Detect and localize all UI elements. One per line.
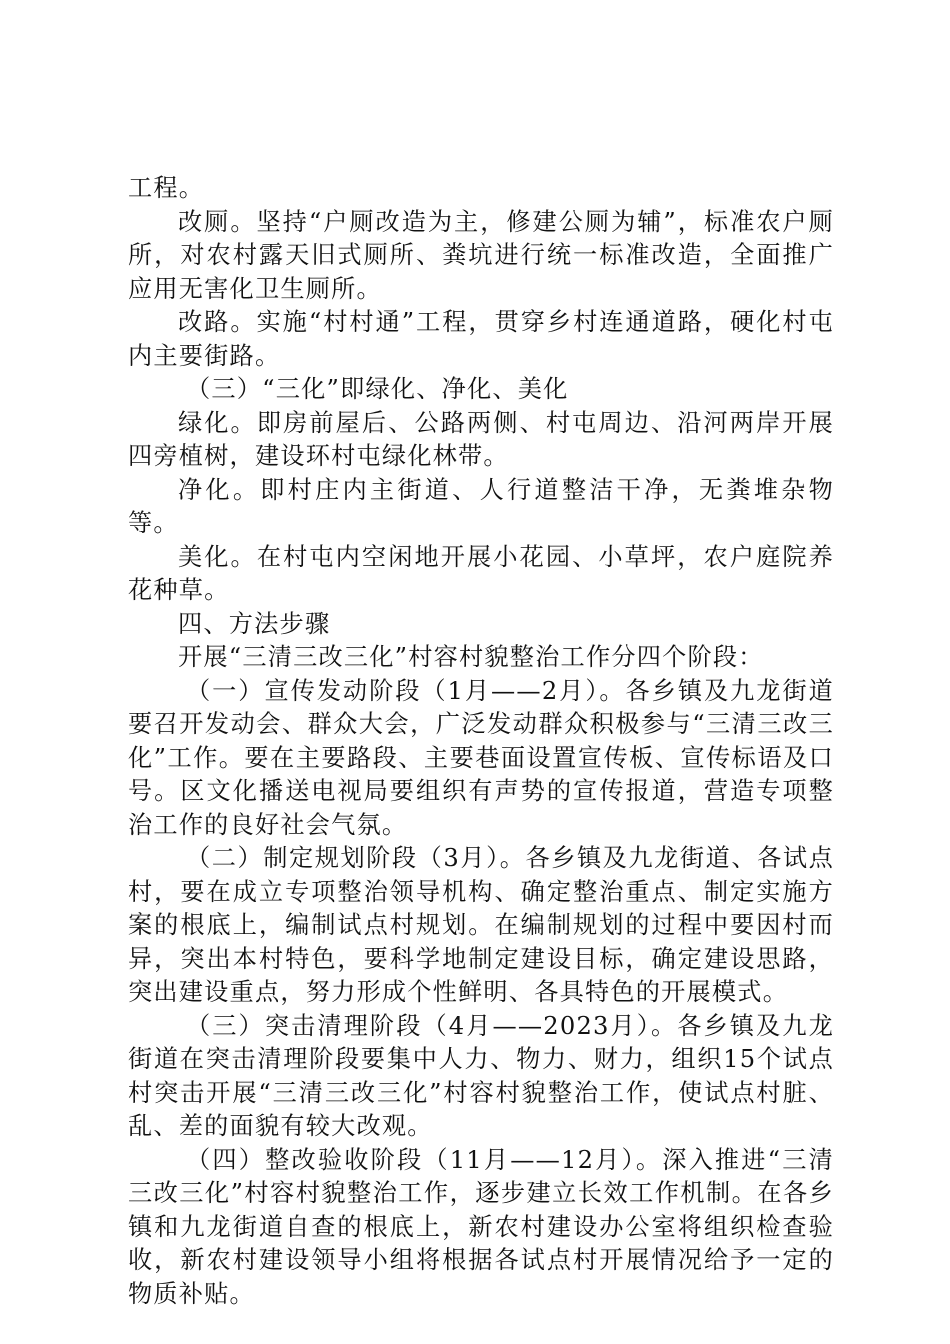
paragraph-four-stages-intro: 开展“三清三改三化”村容村貌整治工作分四个阶段：: [178, 643, 764, 671]
document-body: [128, 172, 834, 1311]
paragraph-road-renovation: 改路。实施“村村通”工程，贯穿乡村连通道路，硬化村屯内主要街路。: [128, 308, 834, 370]
paragraph-beautifying: 美化。在村屯内空闲地开展小花园、小草坪，农户庭院养花种草。: [128, 542, 834, 604]
paragraph-stage-clearing: （三）突击清理阶段（4月——2023月）。各乡镇及九龙街道在突击清理阶段要集中人力、物力、财力，组织15个试点村突击开展“三清三改三化”村容村貌整治工作，使试点村脏、乱、差的面貌有较大改观。: [128, 1011, 834, 1140]
paragraph-stage-publicity: （一）宣传发动阶段（1月——2月）。各乡镇及九龙街道要召开发动会、群众大会，广泛发动群众积极参与“三清三改三化”工作。要在主要路段、主要巷面设置宣传板、宣传标语及口号。区文化播送电视局要组织有声势的宣传报道，营造专项整治工作的良好社会气氛。: [128, 676, 834, 839]
paragraph-continuation: 工程。: [128, 174, 205, 202]
paragraph-cleaning: 净化。即村庄内主街道、人行道整洁干净，无粪堆杂物等。: [128, 475, 834, 537]
paragraph-greening: 绿化。即房前屋后、公路两侧、村屯周边、沿河两岸开展四旁植树，建设环村屯绿化林带。: [128, 408, 834, 470]
paragraph-stage-acceptance: （四）整改验收阶段（11月——12月）。深入推进“三清三改三化”村容村貌整治工作，逐步建立长效工作机制。在各乡镇和九龙街道自查的根底上，新农村建设办公室将组织检查验收，新农村建设领导小组将根据各试点村开展情况给予一定的物质补贴。: [128, 1145, 834, 1308]
section-heading-methods-steps: 四、方法步骤: [178, 609, 331, 638]
paragraph-stage-planning: （二）制定规划阶段（3月）。各乡镇及九龙街道、各试点村，要在成立专项整治领导机构、确定整治重点、制定实施方案的根底上，编制试点村规划。在编制规划的过程中要因村而异，突出本村特色，要科学地制定建设目标，确定建设思路，突出建设重点，努力形成个性鲜明、各具特色的开展模式。: [128, 844, 834, 1006]
paragraph-toilet-renovation: 改厕。坚持“户厕改造为主，修建公厕为辅”，标准农户厕所，对农村露天旧式厕所、粪坑进行统一标准改造，全面推广应用无害化卫生厕所。: [128, 207, 834, 303]
section-heading-three-transformations: （三）“三化”即绿化、净化、美化: [186, 375, 569, 403]
